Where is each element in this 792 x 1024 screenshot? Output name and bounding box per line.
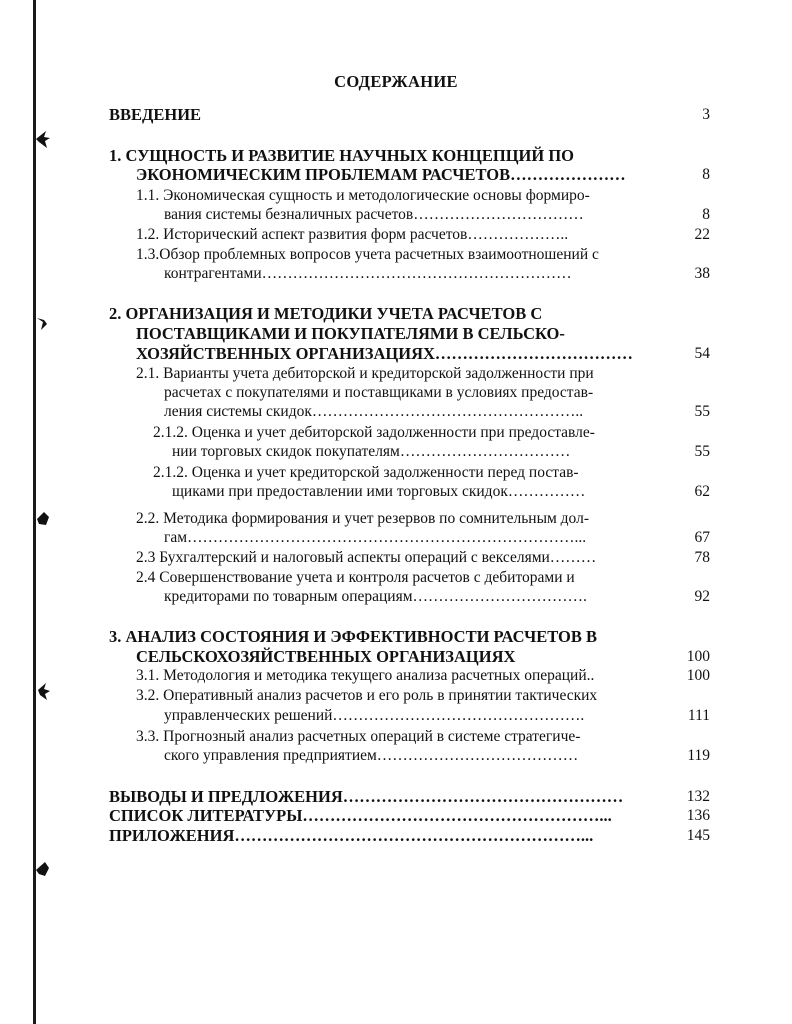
toc-ch1-s2-page: 22 <box>694 226 710 243</box>
toc-ch3-title-line1: 3. АНАЛИЗ СОСТОЯНИЯ И ЭФФЕКТИВНОСТИ РАСЧЕТОВ В <box>109 627 597 646</box>
toc-ch3-title-line2: СЕЛЬСКОХОЗЯЙСТВЕННЫХ ОРГАНИЗАЦИЯХ <box>136 647 516 666</box>
toc-ch3-s2-line2: управленческих решений…………………………………………. <box>164 707 585 724</box>
toc-ch2-s4-line2: кредиторами по товарным операциям……………………………. <box>164 588 587 605</box>
toc-ch2-s11-line2: нии торговых скидок покупателям…………………………… <box>172 443 571 460</box>
toc-ch3-s1-page: 100 <box>686 667 710 684</box>
toc-conclusions-page: 132 <box>686 788 710 805</box>
toc-ch2-title-line1: 2. ОРГАНИЗАЦИЯ И МЕТОДИКИ УЧЕТА РАСЧЕТОВ С <box>109 304 543 323</box>
toc-ch3-s2-page: 111 <box>687 707 710 724</box>
toc-ch2-s12-line2: щиками при предоставлении ими торговых скидок…………… <box>172 483 586 500</box>
toc-literature-page: 136 <box>686 807 710 824</box>
toc-literature-label: СПИСОК ЛИТЕРАТУРЫ………………………………………………... <box>109 806 612 825</box>
toc-ch2-title-line2: ПОСТАВЩИКАМИ И ПОКУПАТЕЛЯМИ В СЕЛЬСКО- <box>136 324 565 343</box>
toc-ch1-title-line1: 1. СУЩНОСТЬ И РАЗВИТИЕ НАУЧНЫХ КОНЦЕПЦИЙ ПО <box>109 146 574 165</box>
toc-ch1-s1-page: 8 <box>702 206 710 223</box>
toc-ch2-s4-line1: 2.4 Совершенствование учета и контроля расчетов с дебиторами и <box>136 569 575 586</box>
toc-ch2-s1-page: 55 <box>694 403 710 420</box>
toc-intro-label: ВВЕДЕНИЕ <box>109 105 202 124</box>
toc-appendix-label: ПРИЛОЖЕНИЯ………………………………………………………... <box>109 826 594 845</box>
toc-ch2-s12-line1: 2.1.2. Оценка и учет кредиторской задолженности перед постав- <box>153 464 579 481</box>
punch-hole-mark-icon <box>34 680 52 702</box>
toc-conclusions-label: ВЫВОДЫ И ПРЕДЛОЖЕНИЯ…………………………………………… <box>109 787 624 806</box>
toc-ch3-s2-line1: 3.2. Оперативный анализ расчетов и его роль в принятии тактических <box>136 687 598 704</box>
toc-ch1-s3-line2: контрагентами…………………………………………………… <box>164 265 572 282</box>
toc-ch1-s1-line1: 1.1. Экономическая сущность и методологические основы формиро- <box>136 187 590 204</box>
toc-ch2-s1-line3: ления системы скидок…………………………………………….. <box>164 403 584 420</box>
toc-ch2-s3-line1: 2.3 Бухгалтерский и налоговый аспекты операций с векселями……… <box>136 549 597 566</box>
toc-ch1-title-line2: ЭКОНОМИЧЕСКИМ ПРОБЛЕМАМ РАСЧЕТОВ………………… <box>136 165 626 184</box>
toc-ch2-s11-page: 55 <box>694 443 710 460</box>
toc-ch3-s3-line2: ского управления предприятием………………………………… <box>164 747 579 764</box>
toc-ch3-s1-line1: 3.1. Методология и методика текущего анализа расчетных операций.. <box>136 667 595 684</box>
toc-intro-page: 3 <box>702 106 710 123</box>
toc-ch1-s3-page: 38 <box>694 265 710 282</box>
toc-ch1-s3-line1: 1.3.Обзор проблемных вопросов учета расчетных взаимоотношений с <box>136 246 599 263</box>
page-title: СОДЕРЖАНИЕ <box>334 72 458 91</box>
toc-ch3-s3-line1: 3.3. Прогнозный анализ расчетных операций в системе стратегиче- <box>136 728 581 745</box>
toc-ch3-page: 100 <box>686 648 710 665</box>
toc-ch2-s12-page: 62 <box>694 483 710 500</box>
toc-ch2-s2-line1: 2.2. Методика формирования и учет резервов по сомнительным дол- <box>136 510 589 527</box>
toc-ch1-s2-line1: 1.2. Исторический аспект развития форм расчетов……………….. <box>136 226 569 243</box>
toc-ch2-s2-line2: гам…………………………………………………………………... <box>164 529 587 546</box>
punch-hole-mark-icon <box>34 508 52 530</box>
toc-ch2-s3-page: 78 <box>694 549 710 566</box>
toc-ch2-s11-line1: 2.1.2. Оценка и учет дебиторской задолженности при предоставле- <box>153 424 595 441</box>
toc-ch2-s4-page: 92 <box>694 588 710 605</box>
toc-ch2-s2-page: 67 <box>694 529 710 546</box>
toc-ch2-title-line3: ХОЗЯЙСТВЕННЫХ ОРГАНИЗАЦИЯХ……………………………… <box>136 344 633 363</box>
toc-ch2-s1-line2: расчетах с покупателями и поставщиками в условиях предостав- <box>164 384 594 401</box>
punch-hole-mark-icon <box>34 312 52 334</box>
punch-hole-mark-icon <box>34 128 52 150</box>
toc-ch3-s3-page: 119 <box>687 747 710 764</box>
punch-hole-mark-icon <box>34 858 52 880</box>
toc-ch2-page: 54 <box>694 345 710 362</box>
toc-ch1-page: 8 <box>702 166 710 183</box>
toc-appendix-page: 145 <box>686 827 710 844</box>
toc-ch2-s1-line1: 2.1. Варианты учета дебиторской и кредиторской задолженности при <box>136 365 594 382</box>
toc-ch1-s1-line2: вания системы безналичных расчетов…………………………… <box>164 206 584 223</box>
